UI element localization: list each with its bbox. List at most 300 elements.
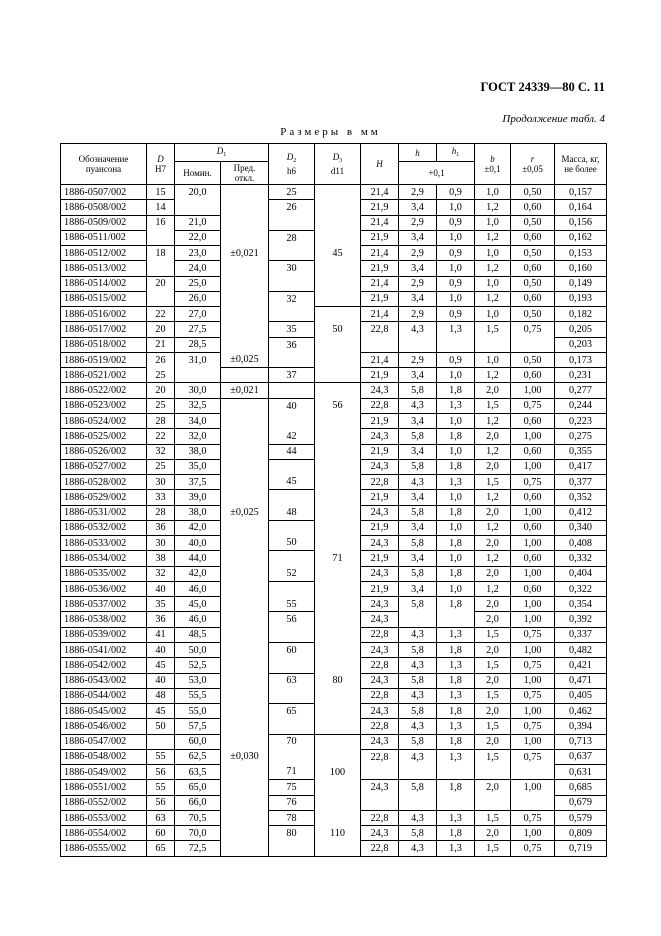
table-cell: 2,0 [475, 704, 511, 719]
table-cell: 0,340 [555, 520, 607, 535]
table-cell: 42,0 [175, 520, 221, 535]
table-cell: 28 [147, 413, 175, 428]
table-cell: 1,3 [437, 719, 475, 734]
table-cell: 1,0 [437, 581, 475, 596]
table-cell: 21,9 [361, 413, 399, 428]
table-cell: 28,5 [175, 337, 221, 352]
table-cell: 1886-0507/002 [61, 185, 147, 200]
table-cell: 1886-0512/002 [61, 246, 147, 261]
table-cell [221, 337, 269, 352]
table-cell: 1886-0555/002 [61, 841, 147, 856]
table-cell: 45,0 [175, 597, 221, 612]
table-cell: 1,8 [437, 704, 475, 719]
table-cell: 1,00 [511, 612, 555, 627]
table-cell [315, 505, 361, 520]
table-cell: 1886-0546/002 [61, 719, 147, 734]
table-cell [315, 536, 361, 551]
table-row [61, 688, 607, 703]
table-cell: 1886-0508/002 [61, 200, 147, 215]
table-cell: 1,3 [437, 658, 475, 673]
table-cell: 48 [269, 505, 315, 520]
table-cell [399, 795, 437, 810]
table-cell [221, 795, 269, 810]
table-cell: 0,377 [555, 475, 607, 490]
table-cell: 1,0 [437, 444, 475, 459]
table-cell: 36 [147, 520, 175, 535]
table-cell: 1,00 [511, 566, 555, 581]
table-cell: 24,3 [361, 536, 399, 551]
table-cell: 1,3 [437, 398, 475, 413]
table-cell [269, 383, 315, 398]
table-cell: 1,0 [475, 276, 511, 291]
table-row [61, 734, 607, 749]
table-cell: 2,9 [399, 246, 437, 261]
table-cell: 1,8 [437, 383, 475, 398]
table-cell: 0,50 [511, 307, 555, 322]
table-cell: 1,5 [475, 475, 511, 490]
table-cell: 1886-0513/002 [61, 261, 147, 276]
table-cell: 16 [147, 215, 175, 230]
table-row [61, 413, 607, 428]
table-cell: 1886-0525/002 [61, 429, 147, 444]
units-caption: Размеры в мм [280, 126, 381, 138]
table-cell: 0,223 [555, 413, 607, 428]
table-cell: 50,0 [175, 642, 221, 657]
table-row [61, 826, 607, 841]
table-cell: 76 [269, 795, 315, 810]
table-cell: 1886-0537/002 [61, 597, 147, 612]
table-cell: 1886-0536/002 [61, 581, 147, 596]
table-cell: 39,0 [175, 490, 221, 505]
table-cell: 3,4 [399, 200, 437, 215]
table-cell [315, 368, 361, 383]
table-cell [315, 704, 361, 719]
table-cell: 21,4 [361, 307, 399, 322]
table-cell: 0,60 [511, 490, 555, 505]
table-cell [269, 841, 315, 856]
table-cell: 71 [315, 551, 361, 566]
table-cell: 0,205 [555, 322, 607, 337]
table-cell [511, 337, 555, 352]
table-row [61, 352, 607, 367]
table-cell: 1886-0549/002 [61, 765, 147, 780]
table-cell: 36 [269, 337, 315, 352]
table-cell: 1886-0522/002 [61, 383, 147, 398]
table-cell [437, 337, 475, 352]
table-row [61, 200, 607, 215]
table-cell [475, 765, 511, 780]
table-cell [221, 673, 269, 688]
table-cell: 21,9 [361, 230, 399, 245]
table-cell [315, 688, 361, 703]
table-cell [361, 765, 399, 780]
table-cell: 60 [269, 642, 315, 657]
table-cell: 21,0 [175, 215, 221, 230]
table-cell: 1,8 [437, 642, 475, 657]
table-cell: 0,50 [511, 352, 555, 367]
table-cell: 28 [147, 505, 175, 520]
table-cell: 3,4 [399, 520, 437, 535]
table-row [61, 307, 607, 322]
table-cell: 30,0 [175, 383, 221, 398]
table-cell [269, 749, 315, 764]
table-cell: 2,9 [399, 276, 437, 291]
table-cell: 1,0 [437, 230, 475, 245]
table-row [61, 612, 607, 627]
table-cell: 56 [147, 765, 175, 780]
table-cell [511, 795, 555, 810]
table-cell: 22,8 [361, 749, 399, 764]
table-cell: 22,8 [361, 688, 399, 703]
table-cell: 63 [147, 810, 175, 825]
table-cell [269, 658, 315, 673]
table-cell: 32 [147, 566, 175, 581]
table-cell [511, 765, 555, 780]
table-cell: 0,75 [511, 627, 555, 642]
table-cell: 0,244 [555, 398, 607, 413]
table-cell: 70,0 [175, 826, 221, 841]
table-cell: 3,4 [399, 368, 437, 383]
table-cell: 55 [147, 780, 175, 795]
table-cell: 42 [269, 429, 315, 444]
table-cell: 40 [147, 581, 175, 596]
table-cell: 1,2 [475, 444, 511, 459]
table-cell: 22,8 [361, 719, 399, 734]
table-cell: 0,193 [555, 291, 607, 306]
table-row [61, 337, 607, 352]
table-cell: 55,5 [175, 688, 221, 703]
table-cell: 0,392 [555, 612, 607, 627]
table-cell: 0,75 [511, 398, 555, 413]
table-cell: 1,8 [437, 673, 475, 688]
table-cell: 21,4 [361, 352, 399, 367]
table-cell: 0,156 [555, 215, 607, 230]
table-cell [315, 597, 361, 612]
table-row [61, 261, 607, 276]
table-cell: 1,5 [475, 841, 511, 856]
table-cell: 1,8 [437, 536, 475, 551]
table-cell: 66,0 [175, 795, 221, 810]
col-d3: $D_3$ d11 [315, 144, 361, 185]
table-cell: 70 [269, 734, 315, 749]
table-cell: 65,0 [175, 780, 221, 795]
table-cell: 1,5 [475, 658, 511, 673]
table-cell: 20 [147, 383, 175, 398]
table-cell [221, 475, 269, 490]
table-cell: 36 [147, 612, 175, 627]
table-cell [315, 459, 361, 474]
table-cell: 1,5 [475, 627, 511, 642]
table-cell: 65 [269, 704, 315, 719]
table-cell [269, 490, 315, 505]
table-cell: 110 [315, 826, 361, 841]
table-cell [221, 810, 269, 825]
table-cell: 55 [147, 749, 175, 764]
col-d1-deviation: Пред. откл. [221, 162, 269, 185]
table-cell [315, 612, 361, 627]
table-cell [315, 780, 361, 795]
table-cell: 24,3 [361, 612, 399, 627]
table-cell: 21,9 [361, 520, 399, 535]
table-cell: 55 [269, 597, 315, 612]
table-row [61, 398, 607, 413]
table-cell: 0,412 [555, 505, 607, 520]
table-cell: 1,3 [437, 841, 475, 856]
table-row [61, 841, 607, 856]
table-cell: 0,75 [511, 658, 555, 673]
table-cell: 27,0 [175, 307, 221, 322]
table-cell: ±0,025 [221, 352, 269, 367]
table-cell [315, 841, 361, 856]
table-cell: 1,3 [437, 749, 475, 764]
table-cell [147, 291, 175, 306]
table-cell: 30 [147, 536, 175, 551]
table-cell: 2,9 [399, 185, 437, 200]
table-cell: 1886-0511/002 [61, 230, 147, 245]
table-cell: 44 [269, 444, 315, 459]
table-cell: 24,3 [361, 704, 399, 719]
table-cell: 1886-0542/002 [61, 658, 147, 673]
table-cell: 1,00 [511, 505, 555, 520]
table-cell [315, 444, 361, 459]
table-cell: 1,5 [475, 322, 511, 337]
table-cell: 21,9 [361, 490, 399, 505]
table-cell: 0,713 [555, 734, 607, 749]
table-cell [221, 780, 269, 795]
table-cell: 0,9 [437, 246, 475, 261]
table-cell: 78 [269, 810, 315, 825]
table-cell [221, 322, 269, 337]
table-cell: 46,0 [175, 581, 221, 596]
table-cell [147, 230, 175, 245]
table-cell: 2,0 [475, 780, 511, 795]
table-cell: 24,3 [361, 734, 399, 749]
table-cell: 35,0 [175, 459, 221, 474]
table-cell: 50 [269, 536, 315, 551]
table-cell [269, 688, 315, 703]
table-cell [315, 566, 361, 581]
table-cell: 21,9 [361, 444, 399, 459]
table-cell [175, 368, 221, 383]
table-cell [221, 307, 269, 322]
table-cell: 2,0 [475, 566, 511, 581]
table-cell: 45 [315, 246, 361, 261]
table-cell: 0,337 [555, 627, 607, 642]
table-cell: 1886-0544/002 [61, 688, 147, 703]
table-cell: 2,0 [475, 459, 511, 474]
table-cell [315, 642, 361, 657]
table-cell: 1,0 [437, 490, 475, 505]
table-cell: 1886-0526/002 [61, 444, 147, 459]
table-cell: 1,00 [511, 459, 555, 474]
table-cell: 25,0 [175, 276, 221, 291]
col-designation: Обозначение пуансона [61, 144, 147, 185]
table-cell [147, 734, 175, 749]
table-cell: 1,2 [475, 490, 511, 505]
table-cell [221, 551, 269, 566]
table-cell: 1,5 [475, 398, 511, 413]
table-cell: 55,0 [175, 704, 221, 719]
table-cell: 48,5 [175, 627, 221, 642]
table-cell: 0,231 [555, 368, 607, 383]
table-cell: 1886-0529/002 [61, 490, 147, 505]
table-cell [221, 765, 269, 780]
table-cell [315, 230, 361, 245]
table-row [61, 459, 607, 474]
table-cell [221, 597, 269, 612]
table-cell: 1886-0539/002 [61, 627, 147, 642]
table-cell: 20 [147, 322, 175, 337]
table-cell: 25 [147, 368, 175, 383]
table-cell [269, 413, 315, 428]
table-cell: 33 [147, 490, 175, 505]
table-cell: 24,3 [361, 597, 399, 612]
table-cell [221, 627, 269, 642]
table-cell [221, 642, 269, 657]
table-cell: 5,8 [399, 673, 437, 688]
col-h: h [399, 144, 437, 162]
table-cell [399, 612, 437, 627]
table-cell: 2,9 [399, 307, 437, 322]
table-cell: 0,182 [555, 307, 607, 322]
table-cell: 30 [269, 261, 315, 276]
table-cell: 60,0 [175, 734, 221, 749]
table-row [61, 444, 607, 459]
table-cell: 24,0 [175, 261, 221, 276]
table-cell: 1886-0551/002 [61, 780, 147, 795]
table-cell: 14 [147, 200, 175, 215]
table-cell: 22,8 [361, 398, 399, 413]
table-cell: 24,3 [361, 780, 399, 795]
table-cell: 0,9 [437, 307, 475, 322]
table-row [61, 185, 607, 200]
table-cell: 0,462 [555, 704, 607, 719]
table-cell: 1,00 [511, 536, 555, 551]
table-cell: 0,354 [555, 597, 607, 612]
table-cell [399, 765, 437, 780]
table-cell: 22,8 [361, 810, 399, 825]
table-cell: 1,0 [475, 246, 511, 261]
table-cell: 0,60 [511, 551, 555, 566]
table-cell: 38 [147, 551, 175, 566]
table-cell [361, 795, 399, 810]
table-cell [221, 291, 269, 306]
table-cell: 1886-0547/002 [61, 734, 147, 749]
table-cell [221, 826, 269, 841]
table-row [61, 429, 607, 444]
table-cell: 2,0 [475, 612, 511, 627]
table-cell: 1,8 [437, 459, 475, 474]
table-cell: 0,153 [555, 246, 607, 261]
table-cell: 40 [147, 642, 175, 657]
table-cell: 0,60 [511, 200, 555, 215]
table-cell: 1,5 [475, 749, 511, 764]
table-cell: 0,679 [555, 795, 607, 810]
table-cell: 3,4 [399, 413, 437, 428]
table-cell: 0,60 [511, 291, 555, 306]
table-cell: 1886-0545/002 [61, 704, 147, 719]
table-row [61, 520, 607, 535]
table-cell: 72,5 [175, 841, 221, 856]
table-cell: 52,5 [175, 658, 221, 673]
table-cell: 1,2 [475, 261, 511, 276]
table-cell: 5,8 [399, 536, 437, 551]
table-row [61, 536, 607, 551]
table-cell [221, 368, 269, 383]
table-cell [315, 291, 361, 306]
table-cell: 0,75 [511, 322, 555, 337]
table-cell: 1,8 [437, 734, 475, 749]
table-cell: 3,4 [399, 444, 437, 459]
table-cell: 0,60 [511, 368, 555, 383]
table-cell [221, 261, 269, 276]
table-cell: 0,277 [555, 383, 607, 398]
table-cell: 0,685 [555, 780, 607, 795]
table-cell: 1,5 [475, 810, 511, 825]
col-r: r ±0,05 [511, 144, 555, 185]
table-cell: 34,0 [175, 413, 221, 428]
table-cell: 22,8 [361, 841, 399, 856]
table-row [61, 276, 607, 291]
table-cell: 0,482 [555, 642, 607, 657]
table-header [61, 144, 607, 185]
table-cell: 2,0 [475, 734, 511, 749]
table-cell: 56 [269, 612, 315, 627]
table-cell: 1886-0527/002 [61, 459, 147, 474]
table-cell: 0,9 [437, 215, 475, 230]
table-cell: 21,4 [361, 246, 399, 261]
table-cell: 24,3 [361, 826, 399, 841]
table-cell: 1,00 [511, 642, 555, 657]
table-cell: 62,5 [175, 749, 221, 764]
table-cell: 1,2 [475, 230, 511, 245]
table-cell: 4,3 [399, 475, 437, 490]
table-cell: 1,3 [437, 322, 475, 337]
table-cell: 1,2 [475, 200, 511, 215]
table-cell [315, 200, 361, 215]
table-cell: 60 [147, 826, 175, 841]
table-cell: 1886-0516/002 [61, 307, 147, 322]
table-cell: 1886-0531/002 [61, 505, 147, 520]
table-cell: 21,4 [361, 185, 399, 200]
table-cell: 0,417 [555, 459, 607, 474]
table-cell [437, 765, 475, 780]
table-cell: 1,5 [475, 688, 511, 703]
table-cell: 1,00 [511, 704, 555, 719]
table-cell [315, 719, 361, 734]
table-cell: 3,4 [399, 261, 437, 276]
table-cell: 20,0 [175, 185, 221, 200]
table-cell: 22,8 [361, 627, 399, 642]
table-cell: 1886-0532/002 [61, 520, 147, 535]
table-cell: 24,3 [361, 566, 399, 581]
table-cell [221, 413, 269, 428]
table-cell: 0,164 [555, 200, 607, 215]
table-cell: 40 [269, 398, 315, 413]
table-cell: 5,8 [399, 429, 437, 444]
table-cell [221, 490, 269, 505]
table-cell: 80 [269, 826, 315, 841]
table-cell: 21,9 [361, 551, 399, 566]
table-cell: 1,0 [437, 520, 475, 535]
col-d2: $D_2$ h6 [269, 144, 315, 185]
table-cell: 0,421 [555, 658, 607, 673]
table-cell: 3,4 [399, 230, 437, 245]
table-cell [315, 185, 361, 200]
table-cell: 1886-0523/002 [61, 398, 147, 413]
table-row [61, 704, 607, 719]
table-cell [221, 185, 269, 200]
